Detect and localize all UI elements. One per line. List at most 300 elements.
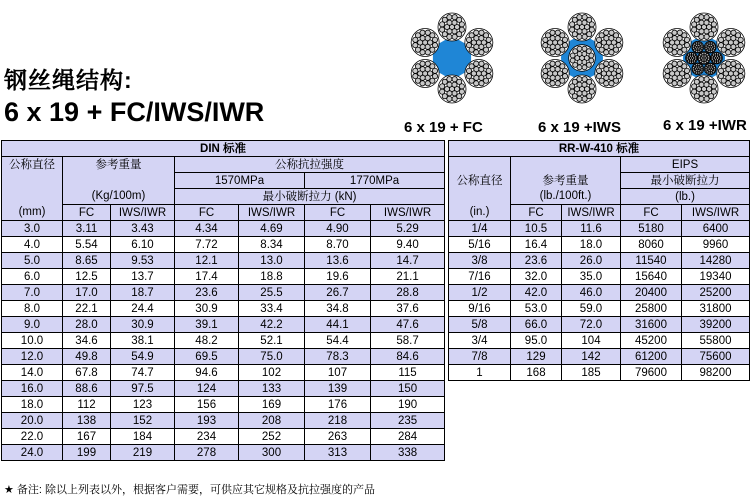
rr-table-row	[449, 349, 750, 365]
rr-header-grade: EIPS	[621, 157, 750, 173]
wire	[609, 75, 614, 80]
rr-table-row	[449, 333, 750, 349]
din-cell-value: 235	[371, 413, 445, 429]
wire	[555, 75, 560, 80]
rr-col-header: FC	[511, 205, 562, 221]
din-cell-diameter: 24.0	[2, 445, 63, 461]
wire	[704, 82, 709, 87]
page-title: 钢丝绳结构:	[4, 67, 133, 93]
din-cell-value: 124	[175, 381, 239, 397]
din-header-break: 最小破断拉力 (kN)	[175, 189, 445, 205]
din-table-row	[2, 301, 445, 317]
rr-cell-value: 25200	[682, 285, 750, 301]
din-cell-value: 6.10	[111, 237, 175, 253]
wire	[718, 74, 723, 79]
rr-table-row	[449, 285, 750, 301]
wire	[562, 68, 567, 73]
wire	[609, 36, 614, 41]
din-cell-value: 4.90	[305, 221, 371, 237]
din-cell-diameter: 6.0	[2, 269, 63, 285]
din-cell-value: 150	[371, 381, 445, 397]
wire	[432, 37, 437, 42]
rr-header-diameter: 公称直径	[449, 173, 511, 189]
wire	[604, 61, 609, 66]
wire	[582, 29, 587, 34]
wire	[609, 50, 614, 55]
wire	[726, 36, 731, 41]
din-table-row	[2, 413, 445, 429]
wire	[699, 20, 704, 25]
wire	[466, 74, 471, 79]
wire	[738, 68, 743, 73]
din-cell-value: 112	[63, 397, 111, 413]
din-cell-value: 42.2	[239, 317, 305, 333]
wire	[604, 67, 609, 72]
din-cell-diameter: 9.0	[2, 317, 63, 333]
din-cell-value: 30.9	[111, 317, 175, 333]
wire	[582, 96, 587, 101]
din-cell-diameter: 22.0	[2, 429, 63, 445]
rr-cell-value: 95.0	[511, 333, 562, 349]
rr-cell-value: 75600	[682, 349, 750, 365]
wire	[704, 91, 709, 96]
wire	[425, 67, 430, 72]
wire	[570, 58, 575, 63]
wire	[570, 27, 575, 32]
rr-cell-value: 18.0	[562, 237, 621, 253]
din-cell-value: 75.0	[239, 349, 305, 365]
rr-table	[448, 140, 750, 381]
din-cell-diameter: 12.0	[2, 349, 63, 365]
wire	[577, 51, 582, 56]
din-cell-value: 25.5	[239, 285, 305, 301]
rr-cell-value: 39200	[682, 317, 750, 333]
rr-table-row	[449, 253, 750, 269]
din-cell-value: 23.6	[175, 285, 239, 301]
rr-col-header: IWS/IWR	[682, 205, 750, 221]
wire	[550, 67, 555, 72]
wire	[677, 44, 682, 49]
wire	[677, 50, 682, 55]
wire	[604, 30, 609, 35]
rr-col-header: IWS/IWR	[562, 205, 621, 221]
din-cell-value: 19.6	[305, 269, 371, 285]
din-cell-value: 4.69	[239, 221, 305, 237]
din-cell-value: 4.34	[175, 221, 239, 237]
rr-cell-value: 31600	[621, 317, 682, 333]
wire	[582, 60, 587, 65]
din-cell-value: 13.7	[111, 269, 175, 285]
wire	[704, 20, 709, 25]
din-cell-value: 176	[305, 397, 371, 413]
din-table-row	[2, 253, 445, 269]
rr-cell-value: 53.0	[511, 301, 562, 317]
wire	[550, 61, 555, 66]
rr-cell-value: 55800	[682, 333, 750, 349]
din-cell-value: 3.43	[111, 221, 175, 237]
rr-cell-value: 8060	[621, 237, 682, 253]
rr-cell-value: 19340	[682, 269, 750, 285]
wire	[672, 30, 677, 35]
din-table-row	[2, 269, 445, 285]
wire	[596, 43, 601, 48]
din-grade-1570: 1570MPa	[175, 173, 305, 189]
din-table-row	[2, 237, 445, 253]
rr-cell-value: 14280	[682, 253, 750, 269]
wire	[684, 37, 689, 42]
wire	[555, 67, 560, 72]
wire	[577, 82, 582, 87]
wire	[452, 91, 457, 96]
wire	[713, 67, 715, 69]
rr-cell-value: 185	[562, 365, 621, 381]
din-col-header: FC	[175, 205, 239, 221]
rr-header-diameter-unit: (in.)	[449, 205, 511, 221]
rr-cell-value: 35.0	[562, 269, 621, 285]
rope-fc-caption: 6 x 19 + FC	[404, 119, 483, 136]
rr-header-break-unit: (lb.)	[621, 189, 750, 205]
din-cell-value: 18.8	[239, 269, 305, 285]
wire	[577, 15, 582, 20]
wire	[474, 30, 479, 35]
din-cell-diameter: 8.0	[2, 301, 63, 317]
wire	[684, 68, 689, 73]
din-table	[1, 140, 445, 461]
wire	[425, 75, 430, 80]
rr-cell-value: 16.4	[511, 237, 562, 253]
wire	[665, 43, 670, 48]
wire	[562, 37, 567, 42]
rr-cell-value: 129	[511, 349, 562, 365]
din-cell-value: 123	[111, 397, 175, 413]
din-cell-value: 37.6	[371, 301, 445, 317]
din-cell-value: 12.5	[63, 269, 111, 285]
din-cell-value: 94.6	[175, 365, 239, 381]
din-cell-value: 78.3	[305, 349, 371, 365]
wire	[459, 84, 464, 89]
rr-table-row	[449, 317, 750, 333]
din-cell-value: 252	[239, 429, 305, 445]
din-header-weight-unit: (Kg/100m)	[63, 189, 175, 205]
rr-cell-value: 5180	[621, 221, 682, 237]
wire	[720, 56, 722, 58]
rr-cell-value: 59.0	[562, 301, 621, 317]
din-table-row	[2, 429, 445, 445]
din-header-diameter: 公称直径	[2, 157, 63, 173]
wire	[582, 82, 587, 87]
din-cell-value: 54.4	[305, 333, 371, 349]
din-header-strength: 公称抗拉强度	[175, 157, 445, 173]
wire	[711, 84, 716, 89]
wire	[486, 68, 491, 73]
wire	[452, 34, 457, 39]
rr-cell-value: 6400	[682, 221, 750, 237]
rr-cell-value: 42.0	[511, 285, 562, 301]
wire	[582, 65, 587, 70]
rr-cell-diameter: 7/8	[449, 349, 511, 365]
din-cell-value: 3.11	[63, 221, 111, 237]
rr-header-break: 最小破断拉力	[621, 173, 750, 189]
wire	[543, 74, 548, 79]
din-cell-value: 139	[305, 381, 371, 397]
rr-header-weight-unit: (lb./100ft.)	[511, 189, 621, 205]
wire	[731, 81, 736, 86]
din-cell-value: 107	[305, 365, 371, 381]
din-col-header: IWS/IWR	[111, 205, 175, 221]
din-cell-value: 284	[371, 429, 445, 445]
din-cell-value: 48.2	[175, 333, 239, 349]
rr-cell-value: 25800	[621, 301, 682, 317]
rr-cell-value: 15640	[621, 269, 682, 285]
din-cell-value: 300	[239, 445, 305, 461]
din-cell-value: 97.5	[111, 381, 175, 397]
din-cell-value: 44.1	[305, 317, 371, 333]
din-cell-value: 13.0	[239, 253, 305, 269]
wire	[596, 74, 601, 79]
wire	[609, 81, 614, 86]
wire	[704, 34, 709, 39]
rr-cell-value: 32.0	[511, 269, 562, 285]
wire	[479, 36, 484, 41]
wire	[692, 27, 697, 32]
din-cell-value: 84.6	[371, 349, 445, 365]
wire	[555, 50, 560, 55]
wire	[582, 51, 587, 56]
din-cell-diameter: 14.0	[2, 365, 63, 381]
wire	[420, 30, 425, 35]
din-cell-value: 278	[175, 445, 239, 461]
wire	[677, 36, 682, 41]
wire	[570, 89, 575, 94]
din-cell-value: 263	[305, 429, 371, 445]
din-cell-value: 8.65	[63, 253, 111, 269]
din-cell-value: 219	[111, 445, 175, 461]
rr-cell-value: 23.6	[511, 253, 562, 269]
wire	[479, 44, 484, 49]
din-table-row	[2, 397, 445, 413]
wire	[731, 75, 736, 80]
din-cell-value: 193	[175, 413, 239, 429]
din-cell-value: 52.1	[239, 333, 305, 349]
wire	[550, 36, 555, 41]
din-cell-value: 138	[63, 413, 111, 429]
wire	[672, 67, 677, 72]
din-cell-value: 218	[305, 413, 371, 429]
wire	[440, 89, 445, 94]
din-cell-value: 234	[175, 429, 239, 445]
wire	[677, 67, 682, 72]
din-cell-diameter: 20.0	[2, 413, 63, 429]
din-cell-value: 28.8	[371, 285, 445, 301]
din-cell-diameter: 7.0	[2, 285, 63, 301]
din-cell-value: 313	[305, 445, 371, 461]
din-cell-value: 338	[371, 445, 445, 461]
din-header-weight: 参考重量	[63, 157, 175, 173]
wire	[425, 50, 430, 55]
wire	[726, 67, 731, 72]
wire	[738, 37, 743, 42]
wire	[447, 15, 452, 20]
wire	[550, 30, 555, 35]
din-cell-value: 8.34	[239, 237, 305, 253]
wire	[589, 22, 594, 27]
rope-iws-caption: 6 x 19 +IWS	[538, 119, 621, 136]
din-cell-value: 69.5	[175, 349, 239, 365]
wire	[604, 36, 609, 41]
wire	[440, 27, 445, 32]
din-cell-value: 47.6	[371, 317, 445, 333]
wire	[616, 37, 621, 42]
wire	[726, 30, 731, 35]
rr-cell-diameter: 3/4	[449, 333, 511, 349]
rr-table-row	[449, 365, 750, 381]
wire	[474, 61, 479, 66]
din-col-header: IWS/IWR	[371, 205, 445, 221]
rr-table-row	[449, 237, 750, 253]
rr-cell-value: 9960	[682, 237, 750, 253]
wire	[555, 44, 560, 49]
din-col-header: IWS/IWR	[239, 205, 305, 221]
din-table-row	[2, 285, 445, 301]
din-cell-diameter: 4.0	[2, 237, 63, 253]
din-cell-diameter: 16.0	[2, 381, 63, 397]
wire	[589, 84, 594, 89]
din-col-header: FC	[305, 205, 371, 221]
wire	[474, 36, 479, 41]
din-cell-value: 39.1	[175, 317, 239, 333]
rope-iwr-diagram	[656, 8, 752, 118]
wire	[582, 34, 587, 39]
footnote: ★ 备注: 除以上列表以外，根据客户需要，可供应其它规格及抗拉强度的产品	[4, 484, 376, 496]
wire	[731, 44, 736, 49]
din-col-header: FC	[63, 205, 111, 221]
rr-cell-diameter: 1/4	[449, 221, 511, 237]
din-cell-value: 133	[239, 381, 305, 397]
wire	[486, 37, 491, 42]
rr-cell-value: 31800	[682, 301, 750, 317]
din-cell-value: 26.7	[305, 285, 371, 301]
wire	[425, 36, 430, 41]
wire	[577, 77, 582, 82]
din-cell-value: 67.8	[63, 365, 111, 381]
din-cell-diameter: 18.0	[2, 397, 63, 413]
wire	[672, 61, 677, 66]
din-table-row	[2, 221, 445, 237]
wire	[452, 96, 457, 101]
wire	[582, 20, 587, 25]
wire	[479, 67, 484, 72]
wire	[731, 36, 736, 41]
rr-cell-value: 10.5	[511, 221, 562, 237]
din-cell-value: 54.9	[111, 349, 175, 365]
rr-cell-diameter: 1	[449, 365, 511, 381]
wire	[589, 53, 594, 58]
wire	[677, 75, 682, 80]
rr-cell-diameter: 9/16	[449, 301, 511, 317]
rr-cell-value: 104	[562, 333, 621, 349]
wire	[695, 56, 697, 58]
din-table-row	[2, 445, 445, 461]
din-cell-value: 74.7	[111, 365, 175, 381]
din-cell-value: 5.29	[371, 221, 445, 237]
wire	[707, 56, 709, 58]
wire	[731, 67, 736, 72]
wire	[704, 29, 709, 34]
wire	[555, 36, 560, 41]
din-cell-value: 18.7	[111, 285, 175, 301]
din-cell-value: 167	[63, 429, 111, 445]
din-cell-value: 21.1	[371, 269, 445, 285]
wire	[452, 20, 457, 25]
wire	[420, 61, 425, 66]
din-cell-value: 58.7	[371, 333, 445, 349]
din-grade-1770: 1770MPa	[305, 173, 445, 189]
wire	[555, 81, 560, 86]
din-cell-value: 34.6	[63, 333, 111, 349]
wire	[420, 67, 425, 72]
rr-table-row	[449, 221, 750, 237]
wire	[616, 68, 621, 73]
rope-iws-diagram	[534, 8, 634, 118]
rr-cell-diameter: 5/8	[449, 317, 511, 333]
din-cell-value: 9.53	[111, 253, 175, 269]
wire	[699, 15, 704, 20]
rope-fc-diagram	[404, 8, 504, 118]
rr-cell-value: 168	[511, 365, 562, 381]
din-table-row	[2, 333, 445, 349]
din-cell-value: 102	[239, 365, 305, 381]
wire	[466, 43, 471, 48]
din-cell-diameter: 5.0	[2, 253, 63, 269]
rr-cell-value: 11.6	[562, 221, 621, 237]
wire	[447, 20, 452, 25]
din-cell-value: 24.4	[111, 301, 175, 317]
din-cell-value: 115	[371, 365, 445, 381]
din-cell-value: 208	[239, 413, 305, 429]
rr-table-title: RR-W-410 标准	[449, 141, 750, 157]
din-cell-value: 199	[63, 445, 111, 461]
din-cell-value: 28.0	[63, 317, 111, 333]
din-cell-value: 9.40	[371, 237, 445, 253]
wire	[543, 43, 548, 48]
din-table-row	[2, 381, 445, 397]
rr-cell-diameter: 1/2	[449, 285, 511, 301]
din-table-title: DIN 标准	[2, 141, 445, 157]
din-cell-value: 34.8	[305, 301, 371, 317]
wire	[701, 67, 703, 69]
din-cell-value: 13.6	[305, 253, 371, 269]
din-table-row	[2, 317, 445, 333]
wire	[582, 91, 587, 96]
wire	[577, 20, 582, 25]
wire	[665, 74, 670, 79]
wire	[609, 67, 614, 72]
din-cell-diameter: 3.0	[2, 221, 63, 237]
wire	[704, 96, 709, 101]
din-table-row	[2, 349, 445, 365]
wire	[672, 36, 677, 41]
wire	[413, 74, 418, 79]
din-cell-value: 17.0	[63, 285, 111, 301]
din-cell-value: 14.7	[371, 253, 445, 269]
wire	[701, 45, 703, 47]
din-cell-value: 190	[371, 397, 445, 413]
wire	[413, 43, 418, 48]
din-cell-value: 5.54	[63, 237, 111, 253]
wire	[432, 68, 437, 73]
wire	[425, 44, 430, 49]
rr-cell-value: 98200	[682, 365, 750, 381]
